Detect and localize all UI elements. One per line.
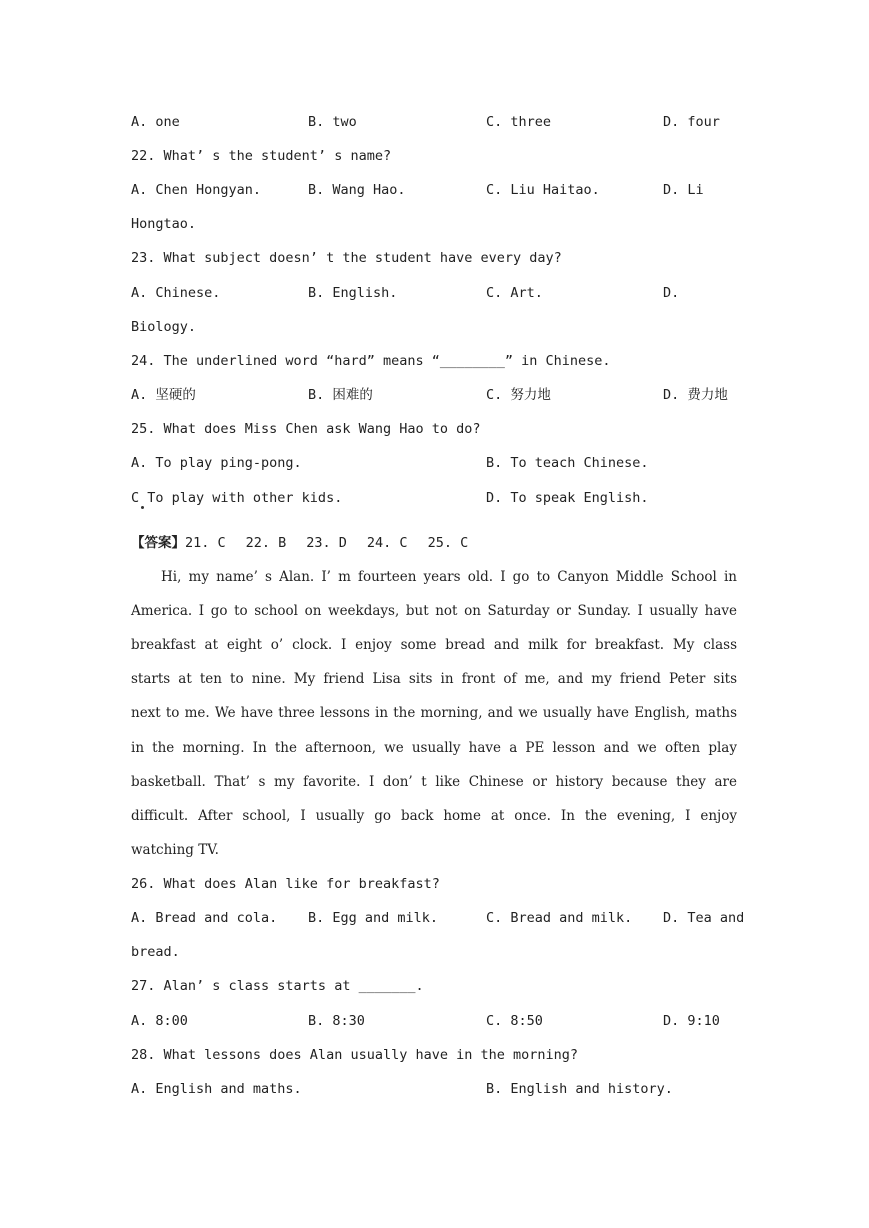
answer-item: 23. D <box>306 535 347 551</box>
q27-question: 27. Alan’ s class starts at _______. <box>131 978 424 994</box>
q26-option-a: A. Bread and cola. <box>131 910 278 926</box>
q27-option-a: A. 8:00 <box>131 1013 188 1029</box>
q27-option-c: C. 8:50 <box>486 1013 543 1029</box>
q26-option-wrap: bread. <box>131 944 180 960</box>
q26-options <box>131 908 745 928</box>
passage-line: Hi, my name’ s Alan. I’ m fourteen years old. I go to Canyon Middle School in <box>161 569 737 585</box>
answer-item: 22. B <box>245 535 287 551</box>
q25-option-b: B. To teach Chinese. <box>486 455 649 471</box>
passage-line: starts at ten to nine. My friend Lisa sits in front of me, and my friend Peter sits <box>131 671 737 687</box>
q22-option-c: C. Liu Haitao. <box>486 182 600 198</box>
q24-option-b: B. 困难的 <box>308 387 373 403</box>
q21-option-a: A. one <box>131 114 180 130</box>
q26-question: 26. What does Alan like for breakfast? <box>131 876 440 892</box>
q26-option-b: B. Egg and milk. <box>308 910 439 926</box>
q23-option-d: D. <box>663 285 680 301</box>
q25-options-row2 <box>131 488 737 508</box>
q23-option-c: C. Art. <box>486 285 543 301</box>
q25-option-c: C To play with other kids. <box>131 490 343 506</box>
q28-option-a: A. English and maths. <box>131 1081 302 1097</box>
q25-options-row1 <box>131 453 737 473</box>
q27-option-d: D. 9:10 <box>663 1013 720 1029</box>
q25-option-a: A. To play ping-pong. <box>131 455 302 471</box>
q25-option-d: D. To speak English. <box>486 490 649 506</box>
q23-options <box>131 283 737 303</box>
q23-question: 23. What subject doesn’ t the student have every day? <box>131 250 562 266</box>
q22-option-d: D. Li <box>663 182 704 198</box>
q27-option-b: B. 8:30 <box>308 1013 365 1029</box>
passage-line: basketball. That’ s my favorite. I don’ t like Chinese or history because they are <box>131 774 737 790</box>
q23-option-b: B. English. <box>308 285 398 301</box>
q28-options <box>131 1079 737 1099</box>
q23-option-a: A. Chinese. <box>131 285 221 301</box>
q24-option-d: D. 费力地 <box>663 387 728 403</box>
answer-item: 21. C <box>185 535 226 551</box>
q24-question <box>131 351 737 371</box>
q24-options <box>131 385 737 405</box>
answer-items <box>185 535 468 551</box>
q27-options <box>131 1011 737 1031</box>
answer-item: 24. C <box>366 535 408 551</box>
q28-question: 28. What lessons does Alan usually have in the morning? <box>131 1047 579 1063</box>
q24-option-c: C. 努力地 <box>486 387 551 403</box>
passage-line: in the morning. In the afternoon, we usually have a PE lesson and we often play <box>131 740 737 756</box>
passage-line: difficult. After school, I usually go back home at once. In the evening, I enjoy <box>131 808 737 824</box>
q22-option-b: B. Wang Hao. <box>308 182 406 198</box>
q21-option-c: C. three <box>486 114 552 130</box>
q22-options <box>131 180 737 200</box>
q22-option-a: A. Chen Hongyan. <box>131 182 262 198</box>
q22-option-wrap: Hongtao. <box>131 216 197 232</box>
q21-option-b: B. two <box>308 114 357 130</box>
stray-dot <box>141 506 144 509</box>
passage-line: America. I go to school on weekdays, but not on Saturday or Sunday. I usually have <box>131 603 737 619</box>
answer-item: 25. C <box>427 535 469 551</box>
q26-option-c: C. Bread and milk. <box>486 910 633 926</box>
passage-line: watching TV. <box>131 842 219 858</box>
q22-question: 22. What’ s the student’ s name? <box>131 148 392 164</box>
passage-line: next to me. We have three lessons in the morning, and we usually have English, maths <box>131 705 737 721</box>
answer-key <box>131 533 737 553</box>
q24-question-tail: ” in Chinese. <box>504 353 611 369</box>
q24-blank: ________ <box>439 353 505 369</box>
q25-question: 25. What does Miss Chen ask Wang Hao to do? <box>131 421 481 437</box>
q24-question-text: 24. The underlined word “hard” means “ <box>131 353 440 369</box>
q28-option-b: B. English and history. <box>486 1081 673 1097</box>
q24-option-a: A. 坚硬的 <box>131 387 196 403</box>
q26-option-d: D. Tea and <box>663 910 745 926</box>
q21-option-d: D. four <box>663 114 720 130</box>
answer-label: 【答案】 <box>131 535 185 551</box>
q23-option-wrap: Biology. <box>131 319 197 335</box>
q21-options <box>131 112 737 132</box>
passage-line: breakfast at eight o’ clock. I enjoy some bread and milk for breakfast. My class <box>131 637 737 653</box>
